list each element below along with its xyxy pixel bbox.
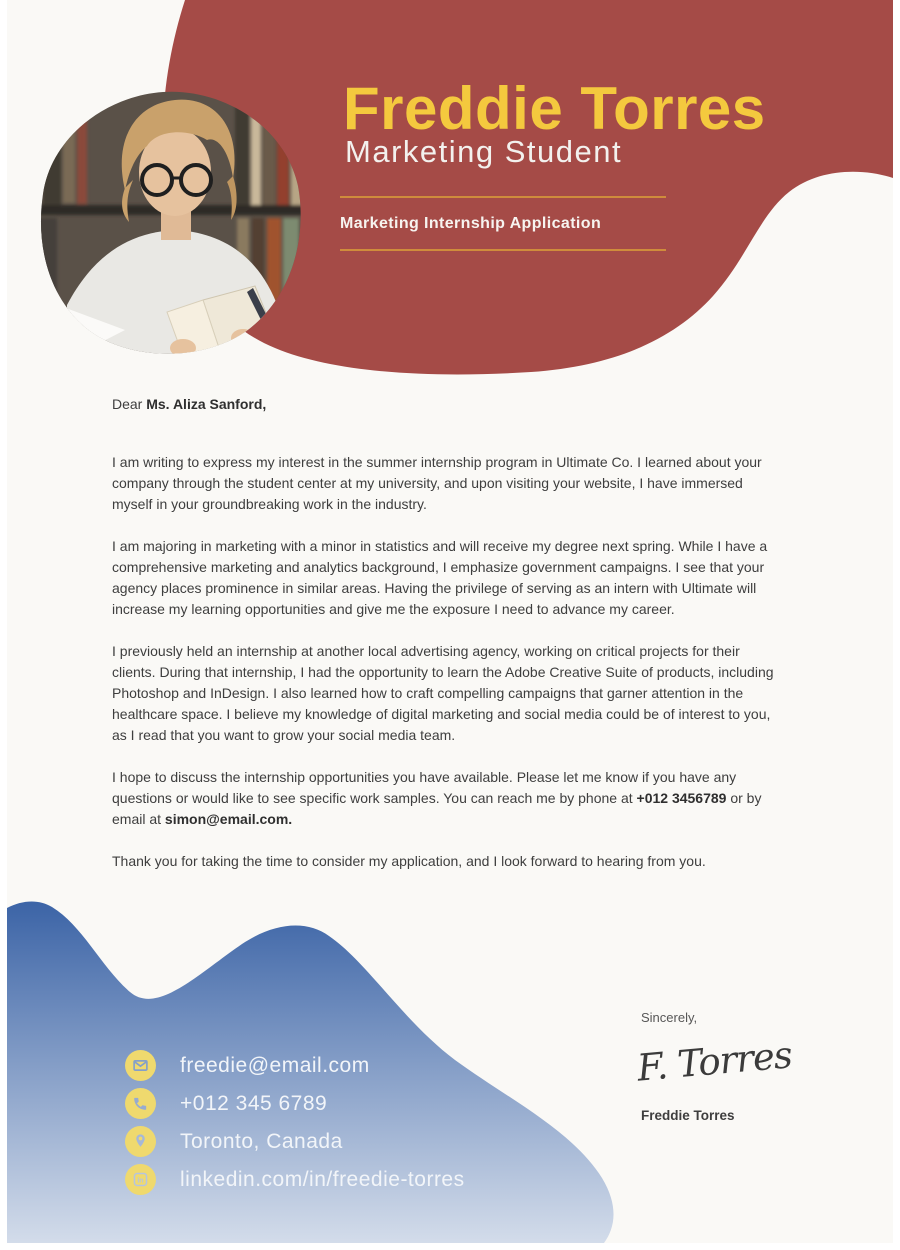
phone-inline: +012 3456789 [636, 790, 727, 806]
contact-row-email [125, 1050, 465, 1081]
phone-icon [125, 1088, 156, 1119]
paragraph-background: I am majoring in marketing with a minor in statistics and will receive my degree next spring. While I have a comprehensive marketing and analytics background, I emphasize government campaigns. I see that your agency places prominence in similar areas. Having the privilege of serving as an intern with Ultimate will increase my learning opportunities and give me the exposure I need to advance my career. [112, 538, 768, 617]
svg-text:in: in [137, 1176, 144, 1185]
letter-page [7, 0, 893, 1243]
closing-text-between: or by email at [112, 790, 762, 827]
applicant-name: Freddie Torres [343, 75, 766, 142]
document-title: Marketing Internship Application [340, 215, 602, 232]
letter-body [112, 394, 784, 893]
signature-closing: Sincerely, [641, 1010, 698, 1025]
contact-row-location [125, 1126, 465, 1157]
signature-script: F. Torres [635, 1033, 794, 1090]
contact-linkedin: linkedin.com/in/freedie-torres [180, 1167, 465, 1191]
title-rule-bottom [340, 249, 666, 251]
paragraph-experience: I previously held an internship at another local advertising agency, working on critical projects for their clients. During that internship, I had the opportunity to learn the Adobe Creative Suite of products, including Photoshop and InDesign. I also learned how to craft compelling campaigns that garner attention in the healthcare space. I believe my knowledge of digital marketing and social media could be of interest to you, as I read that you want to grow your social media team. [112, 643, 774, 743]
paragraph-closing [112, 767, 784, 830]
paragraph-intro: I am writing to express my interest in the summer internship program in Ultimate Co. I learned about your company through the student center at my university, and upon visiting your website, I have immersed myself in your groundbreaking work in the industry. [112, 454, 762, 512]
applicant-role: Marketing Student [345, 134, 623, 169]
contact-phone: +012 345 6789 [180, 1091, 328, 1115]
email-inline: simon@email.com. [164, 811, 293, 827]
closing-text: I hope to discuss the internship opportunities you have available. Please let me know if you have any questions or would like to see specific work samples. You can reach me by phone at [112, 769, 737, 806]
recipient-name: Ms. Aliza Sanford, [146, 396, 267, 412]
contact-row-phone [125, 1088, 465, 1119]
contact-email: freedie@email.com [180, 1053, 370, 1077]
paragraph-thanks: Thank you for taking the time to consider my application, and I look forward to hearing from you. [112, 853, 706, 869]
signature-name: Freddie Torres [641, 1108, 735, 1123]
email-icon [125, 1050, 156, 1081]
contact-list [125, 1050, 465, 1195]
salutation [112, 394, 784, 415]
location-pin-icon [125, 1126, 156, 1157]
linkedin-icon [125, 1164, 156, 1195]
contact-row-linkedin [125, 1164, 465, 1195]
title-rule-top [340, 196, 666, 198]
contact-location: Toronto, Canada [180, 1129, 343, 1153]
salutation-prefix: Dear [112, 396, 147, 412]
